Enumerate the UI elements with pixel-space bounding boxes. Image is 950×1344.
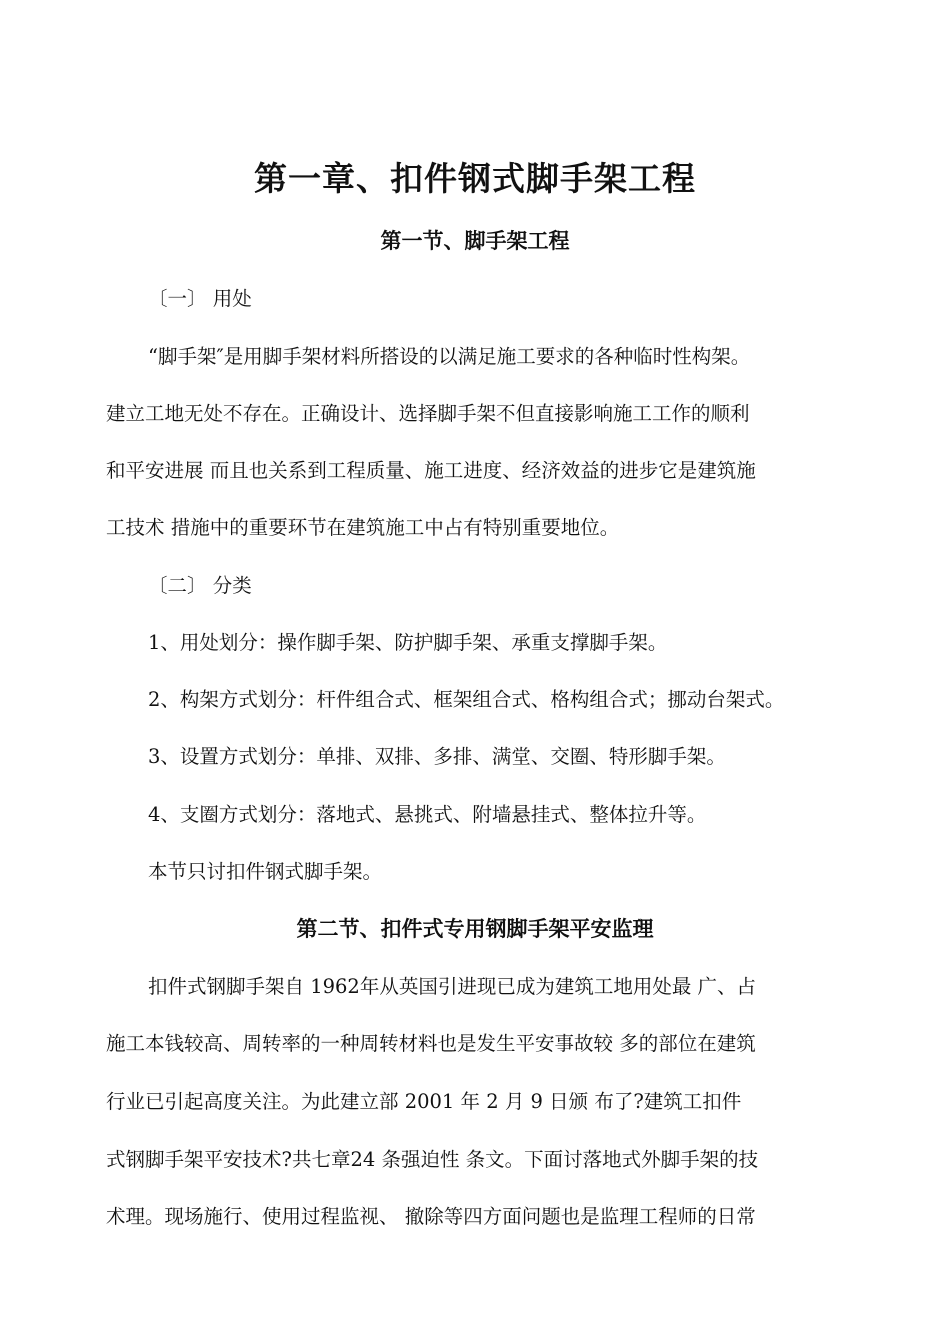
section-title: 第二节、扣件式专用钢脚手架平安监理 <box>296 917 654 941</box>
paragraph-line: “脚手架″是用脚手架材料所搭设的以满足施工要求的各种临时性构架。 <box>148 345 751 368</box>
subheading-classification: 〔二〕 分类 <box>148 574 252 597</box>
paragraph-line: 行业已引起高度关注。为此建立部 2001 年 2 月 9 日颁 布了?建筑工扣件 <box>106 1090 742 1113</box>
section-note: 本节只讨扣件钢式脚手架。 <box>148 860 383 883</box>
subheading-usage: 〔一〕 用处 <box>148 287 252 310</box>
paragraph-line: 施工本钱较高、周转率的一种周转材料也是发生平安事故较 多的部位在建筑 <box>106 1032 756 1055</box>
paragraph-line: 术理。现场施行、使用过程监视、 撤除等四方面问题也是监理工程师的日常 <box>106 1205 756 1228</box>
paragraph-line: 扣件式钢脚手架自 1962年从英国引进现已成为建筑工地用处最 广、占 <box>148 975 757 998</box>
paragraph-line: 式钢脚手架平安技术?共七章24 条强迫性 条文。下面讨落地式外脚手架的技 <box>106 1148 759 1171</box>
list-item: 4、支圈方式划分：落地式、悬挑式、附墙悬挂式、整体拉升等。 <box>148 803 707 826</box>
list-item: 3、设置方式划分：单排、双排、多排、满堂、交圈、特形脚手架。 <box>148 745 726 768</box>
list-item: 1、用处划分：操作脚手架、防护脚手架、承重支撑脚手架。 <box>148 631 668 654</box>
paragraph-line: 工技术 措施中的重要环节在建筑施工中占有特别重要地位。 <box>106 516 620 539</box>
section-title: 第一节、脚手架工程 <box>380 229 570 253</box>
paragraph-line: 和平安进展 而且也关系到工程质量、施工进度、经济效益的进步它是建筑施 <box>106 459 756 482</box>
list-item: 2、构架方式划分：杆件组合式、框架组合式、格构组合式；挪动台架式。 <box>148 688 785 711</box>
paragraph-line: 建立工地无处不存在。正确设计、选择脚手架不但直接影响施工工作的顺利 <box>106 402 750 425</box>
chapter-title: 第一章、扣件钢式脚手架工程 <box>254 159 696 198</box>
